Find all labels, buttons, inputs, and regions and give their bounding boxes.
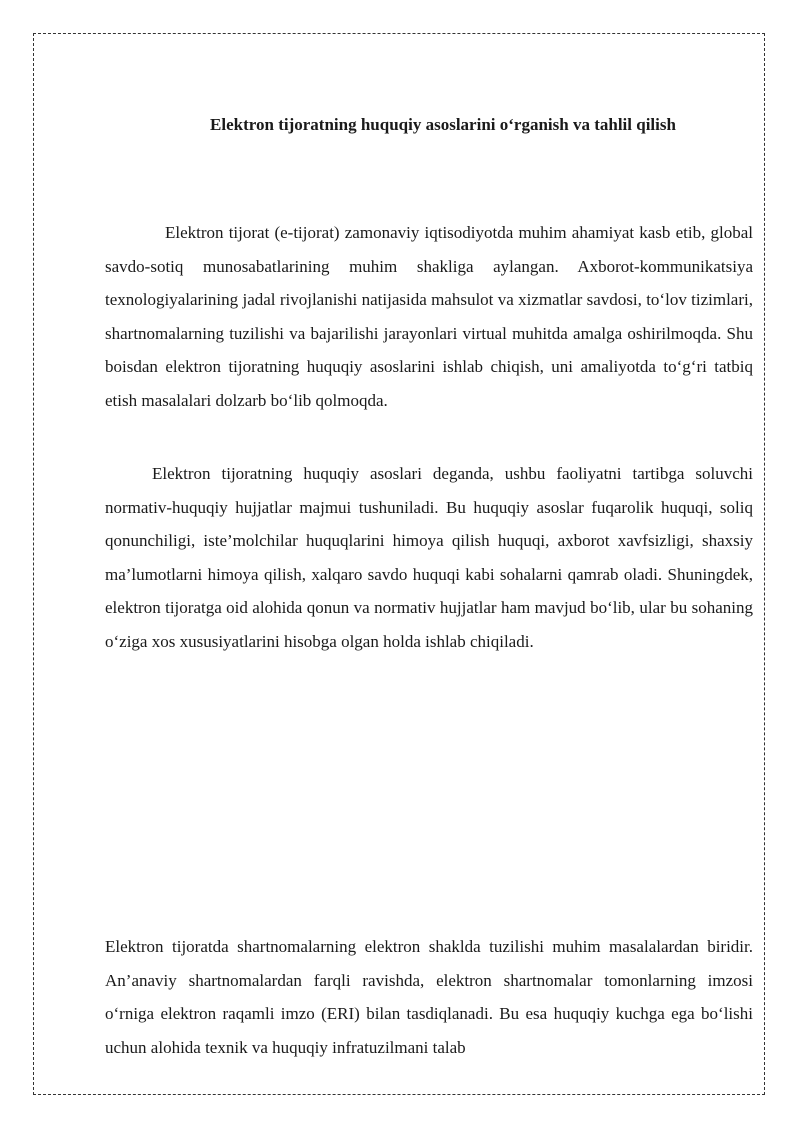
paragraph-3: Elektron tijoratda shartnomalarning elektron shaklda tuzilishi muhim masalalardan biridir. An’anaviy shartnomalardan farqli ravishda, elektron shartnomalar tomonlarning imzosi o‘rniga elektron raqamli imzo (ERI) bilan tasdiqlanadi. Bu esa huquqiy kuchga ega bo‘lishi uchun alohida texnik va huquqiy infratuzilmani talab — [105, 937, 753, 1057]
document-title: Elektron tijoratning huquqiy asoslarini o‘rganish va tahlil qilish — [210, 115, 676, 134]
paragraph-2: Elektron tijoratning huquqiy asoslari deganda, ushbu faoliyatni tartibga soluvchi normativ-huquqiy hujjatlar majmui tushuniladi. Bu huquqiy asoslar fuqarolik huquqi, soliq qonunchiligi, iste’molchilar huquqlarini himoya qilish huquqi, axborot xavfsizligi, shaxsiy ma’lumotlarni himoya qilish, xalqaro savdo huquqi kabi sohalarni qamrab oladi. Shuningdek, elektron tijoratga oid alohida qonun va normativ hujjatlar ham mavjud bo‘lib, ular bu sohaning o‘ziga xos xususiyatlarini hisobga olgan holda ishlab chiqiladi. — [105, 464, 753, 651]
paragraph-1: Elektron tijorat (e-tijorat) zamonaviy iqtisodiyotda muhim ahamiyat kasb etib, global savdo-sotiq munosabatlarining muhim shakliga aylangan. Axborot-kommunikatsiya texnologiyalarining jadal rivojlanishi natijasida mahsulot va xizmatlar savdosi, to‘lov tizimlari, shartnomalarning tuzilishi va bajarilishi jarayonlari virtual muhitda amalga oshirilmoqda. Shu boisdan elektron tijoratning huquqiy asoslarini ishlab chiqish, uni amaliyotda to‘g‘ri tatbiq etish masalalari dolzarb bo‘lib qolmoqda. — [105, 223, 753, 410]
